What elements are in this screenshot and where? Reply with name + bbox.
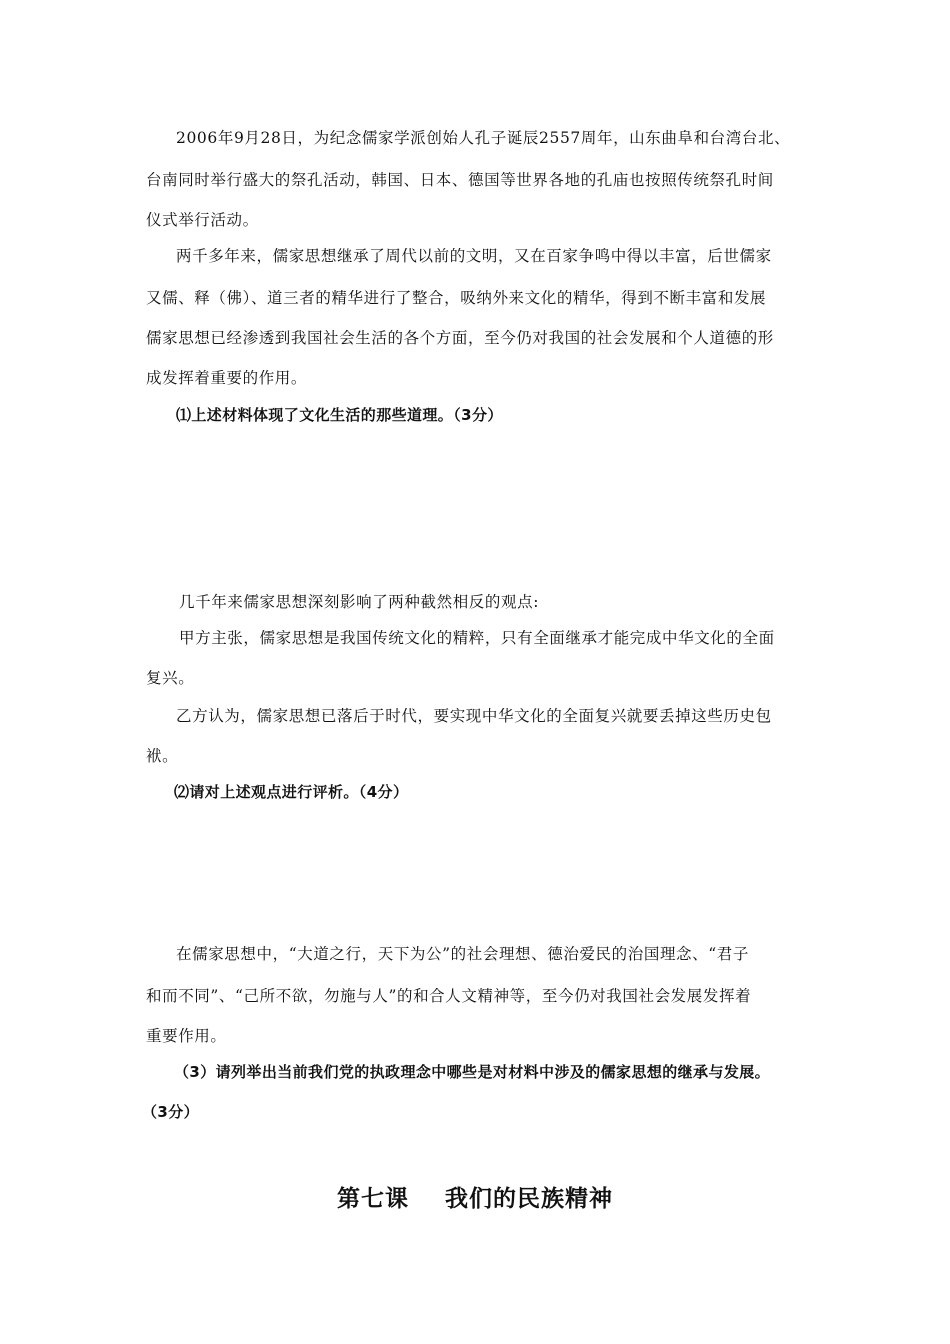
material-1-line: 仪式举行活动。 — [146, 211, 259, 229]
material-2-line: 几千年来儒家思想深刻影响了两种截然相反的观点: — [179, 593, 540, 611]
material-2-line: 乙方认为，儒家思想已落后于时代，要实现中华文化的全面复兴就要丢掉这些历史包 — [176, 707, 772, 725]
material-3-line: 和而不同”、“己所不欲，勿施与人”的和合人文精神等，至今仍对我国社会发展发挥着 — [146, 987, 752, 1005]
material-3-line: 重要作用。 — [146, 1027, 227, 1045]
question-2: ⑵请对上述观点进行评析。（4分） — [174, 783, 409, 801]
material-1-line: 两千多年来，儒家思想继承了周代以前的文明，又在百家争鸣中得以丰富，后世儒家 — [176, 247, 772, 265]
question-3-line: （3分） — [142, 1103, 200, 1121]
material-2-line: 袱。 — [146, 747, 179, 765]
material-1-line: 又儒、释（佛）、道三者的精华进行了整合，吸纳外来文化的精华，得到不断丰富和发展 — [146, 289, 767, 307]
lesson-heading: 第七课 我们的民族精神 — [336, 1186, 614, 1212]
question-3-line: （3）请列举出当前我们党的执政理念中哪些是对材料中涉及的儒家思想的继承与发展。 — [174, 1063, 771, 1081]
material-3-line: 在儒家思想中，“大道之行，天下为公”的社会理想、德治爱民的治国理念、“君子 — [176, 945, 749, 963]
material-1-line: 台南同时举行盛大的祭孔活动，韩国、日本、德国等世界各地的孔庙也按照传统祭孔时间 — [146, 171, 774, 189]
material-1-line: 成发挥着重要的作用。 — [146, 369, 308, 387]
question-1: ⑴上述材料体现了文化生活的那些道理。（3分） — [176, 406, 503, 424]
material-1-line: 2006年9月28日，为纪念儒家学派创始人孔子诞辰2557周年，山东曲阜和台湾台北、 — [176, 129, 791, 147]
material-2-line: 复兴。 — [146, 669, 195, 687]
material-2-line: 甲方主张，儒家思想是我国传统文化的精粹，只有全面继承才能完成中华文化的全面 — [179, 629, 775, 647]
material-1-line: 儒家思想已经渗透到我国社会生活的各个方面，至今仍对我国的社会发展和个人道德的形 — [146, 329, 774, 347]
